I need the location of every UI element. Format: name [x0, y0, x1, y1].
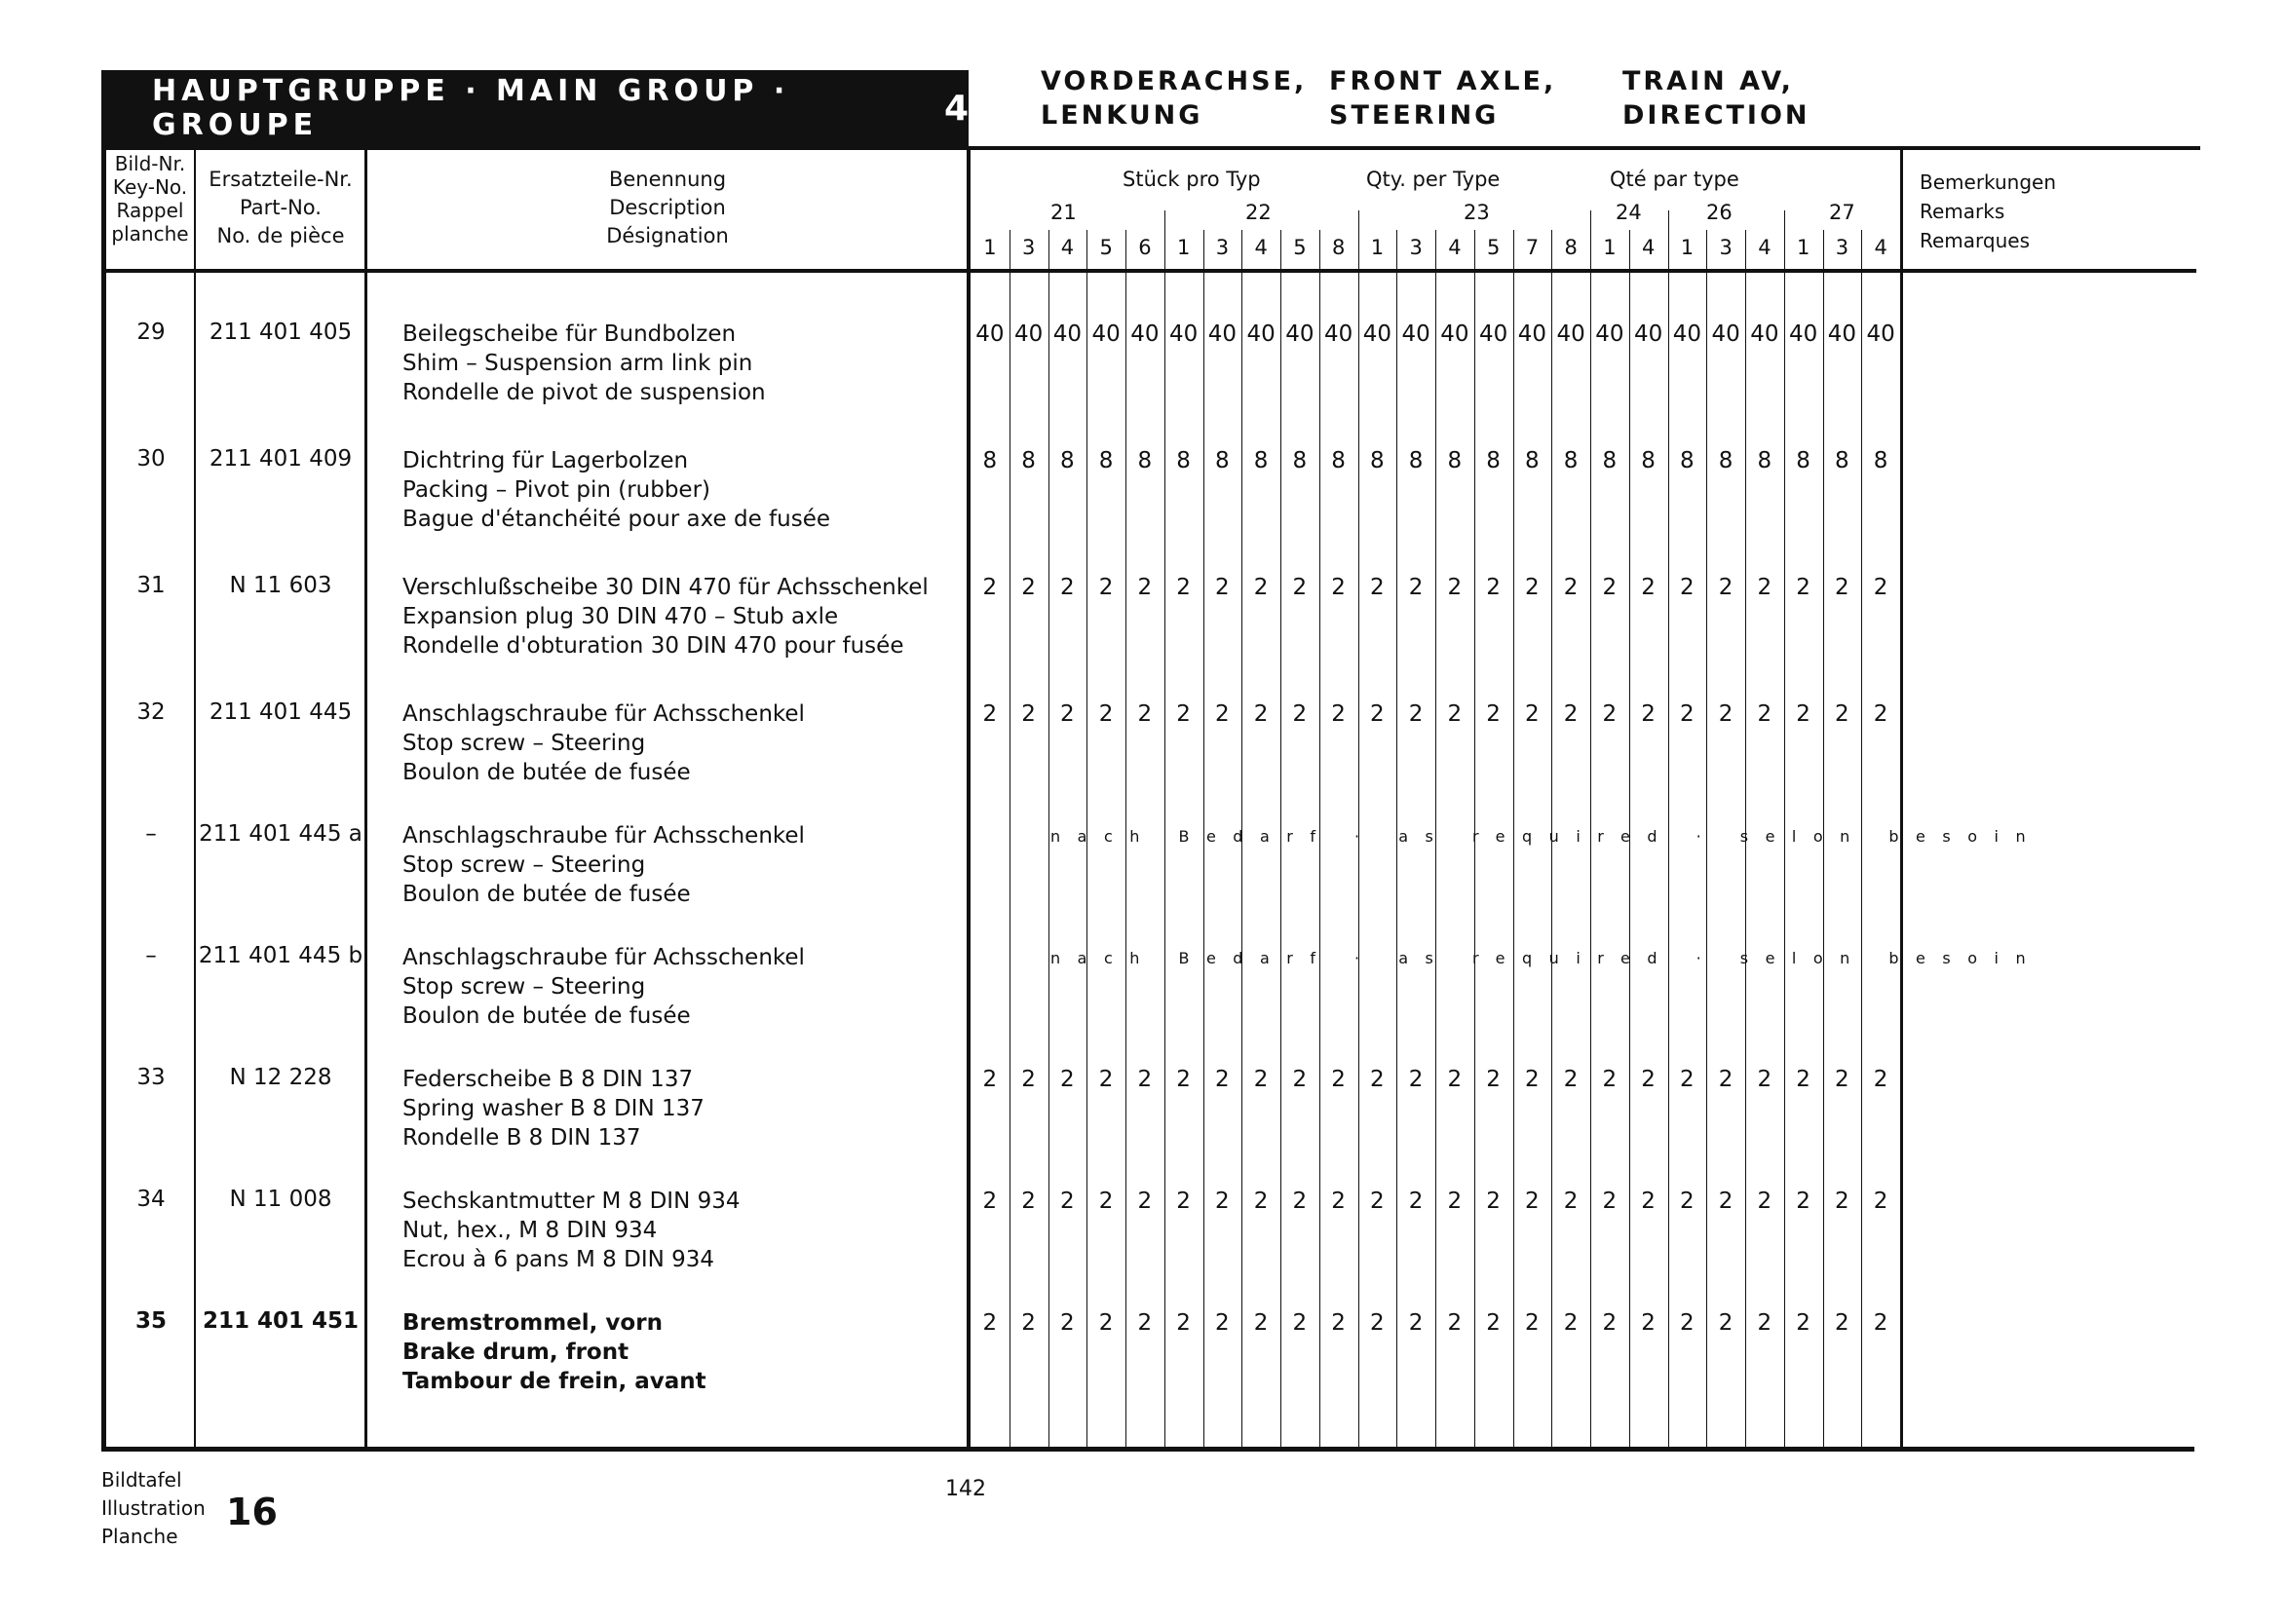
qty-cell: 2 [1176, 1067, 1191, 1092]
qty-cell: 2 [1021, 701, 1036, 727]
description-fr: Tambour de frein, avant [402, 1369, 706, 1394]
qty-cell: 2 [1757, 1310, 1772, 1336]
part-col-rule [364, 146, 367, 1450]
qty-cell: 2 [1680, 1067, 1695, 1092]
qty-cell: 40 [1285, 321, 1314, 347]
qty-cell: 2 [1602, 1310, 1618, 1336]
qty-cell: 40 [1788, 321, 1818, 347]
qty-cell: 2 [1098, 701, 1114, 727]
qty-cell: 2 [1796, 1067, 1810, 1092]
plate-number: 16 [226, 1491, 278, 1533]
qty-cell: 8 [1602, 448, 1618, 473]
qty-cell: 2 [1292, 701, 1308, 727]
description-en: Nut, hex., M 8 DIN 934 [402, 1218, 658, 1243]
subtype-label: 4 [1254, 236, 1268, 259]
qty-cell: 2 [1447, 1310, 1463, 1336]
qty-cell: 40 [1517, 321, 1547, 347]
qty-cell: 2 [1215, 701, 1230, 727]
qty-cell: 40 [1750, 321, 1779, 347]
description-fr: Rondelle B 8 DIN 137 [402, 1125, 641, 1151]
row-key-no: – [145, 821, 157, 847]
qty-cell: 2 [1060, 1310, 1075, 1336]
description-fr: Rondelle d'obturation 30 DIN 470 pour fusée [402, 633, 904, 659]
subtype-label: 1 [1370, 236, 1385, 259]
qty-cell: 40 [1633, 321, 1663, 347]
row-description [402, 699, 805, 787]
qty-cell: 2 [1563, 575, 1579, 600]
qty-cell: 2 [1253, 1067, 1269, 1092]
description-de: Beilegscheibe für Bundbolzen [402, 321, 737, 347]
qty-cell: 8 [1525, 448, 1540, 473]
description-de: Sechskantmutter M 8 DIN 934 [402, 1189, 741, 1214]
qty-cell: 2 [1873, 701, 1888, 727]
description-fr: Boulon de butée de fusée [402, 882, 691, 907]
qty-cell: 2 [1602, 701, 1618, 727]
qty-cell: 2 [982, 1067, 998, 1092]
qty-cell: 2 [1486, 575, 1501, 600]
qty-cell: 2 [1215, 575, 1230, 600]
row-key-no: 34 [136, 1187, 166, 1212]
qty-heading-de: Stück pro Typ [1123, 168, 1261, 191]
qty-cell: 2 [1563, 1310, 1579, 1336]
description-fr: Ecrou à 6 pans M 8 DIN 934 [402, 1247, 715, 1272]
subtype-label: 3 [1215, 236, 1230, 259]
description-de: Anschlagschraube für Achsschenkel [402, 823, 805, 849]
qty-cell: 2 [1370, 1067, 1385, 1092]
qty-cell: 2 [1137, 1067, 1153, 1092]
qty-cell: 2 [1021, 1310, 1036, 1336]
qty-cell: 2 [1873, 575, 1888, 600]
qty-cell: 2 [1525, 701, 1540, 727]
row-description [402, 1187, 741, 1274]
type-group-26: 26 [1706, 201, 1733, 224]
qty-cell: 8 [982, 448, 998, 473]
type-group-24: 24 [1616, 201, 1642, 224]
qty-cell: 2 [1215, 1310, 1230, 1336]
qty-cell: 2 [1835, 575, 1849, 600]
subtype-label: 3 [1835, 236, 1849, 259]
row-part-no: 211 401 445 b [198, 943, 363, 968]
qty-cell: 2 [1718, 701, 1734, 727]
qty-cell: 2 [1680, 1310, 1695, 1336]
key-col-heading: Bild-Nr. Key-No. Rappel planche [111, 152, 189, 245]
qty-cell: 8 [1641, 448, 1656, 473]
qty-cell: 2 [1292, 1310, 1308, 1336]
qty-cell: 2 [1796, 1189, 1810, 1214]
row-key-no: – [145, 943, 157, 968]
row-key-no: 35 [134, 1308, 167, 1334]
qty-cell: 8 [1563, 448, 1579, 473]
subtype-label: 3 [1409, 236, 1423, 259]
qty-cell: 8 [1408, 448, 1424, 473]
qty-cell: 2 [1486, 1189, 1501, 1214]
row-part-no: N 11 603 [229, 573, 332, 598]
qty-cell: 2 [1137, 575, 1153, 600]
qty-cell: 2 [1757, 1189, 1772, 1214]
subtype-label: 1 [1680, 236, 1695, 259]
row-part-no: 211 401 451 [202, 1308, 360, 1334]
qty-cell: 8 [1176, 448, 1191, 473]
type-group-27: 27 [1829, 201, 1855, 224]
qty-cell: 40 [1052, 321, 1083, 347]
qty-cell: 2 [1873, 1310, 1888, 1336]
desc-col-heading: Benennung Description Désignation [606, 168, 729, 247]
header-bottom-rule [101, 269, 2196, 273]
description-de: Anschlagschraube für Achsschenkel [402, 945, 805, 970]
qty-cell: 40 [1556, 321, 1585, 347]
qty-cell: 2 [1835, 1067, 1849, 1092]
qty-cell: 40 [1866, 321, 1895, 347]
qty-cell: 2 [1292, 575, 1308, 600]
qty-cell: 8 [1370, 448, 1385, 473]
subtype-label: 6 [1138, 236, 1152, 259]
qty-cell: 2 [1331, 1310, 1346, 1336]
table-left-rule [101, 70, 106, 1452]
subtype-label: 4 [1060, 236, 1075, 259]
qty-cell: 8 [1331, 448, 1346, 473]
qty-cell: 2 [1641, 1067, 1656, 1092]
qty-cell: 8 [1292, 448, 1308, 473]
qty-cell: 2 [1331, 701, 1346, 727]
row-part-no: N 12 228 [229, 1065, 332, 1090]
qty-cell: 40 [1130, 321, 1160, 347]
row-part-no: 211 401 409 [209, 446, 353, 472]
qty-cell: 2 [1718, 1189, 1734, 1214]
title-de: VORDERACHSE, LENKUNG [1041, 66, 1308, 131]
qty-cell: 8 [1873, 448, 1888, 473]
banner-text: HAUPTGRUPPE · MAIN GROUP · GROUPE [152, 74, 790, 142]
table-bottom-rule [101, 1447, 2194, 1452]
qty-cell: 2 [1253, 701, 1269, 727]
qty-cell: 2 [1796, 575, 1810, 600]
subtype-label: 3 [1719, 236, 1733, 259]
qty-cell: 2 [1370, 575, 1385, 600]
qty-cell: 2 [982, 575, 998, 600]
qty-cell: 40 [1362, 321, 1392, 347]
row-description [402, 320, 766, 407]
qty-cell: 2 [1680, 701, 1695, 727]
qty-cell: 2 [1331, 1067, 1346, 1092]
row-key-no: 32 [136, 699, 166, 725]
qty-cell: 2 [1370, 1310, 1385, 1336]
qty-cell: 2 [1215, 1067, 1230, 1092]
qty-cell: 40 [1323, 321, 1353, 347]
qty-cell: 2 [1718, 575, 1734, 600]
qty-cell: 40 [1595, 321, 1624, 347]
qty-cell: 8 [1137, 448, 1153, 473]
description-en: Packing – Pivot pin (rubber) [402, 477, 711, 503]
qty-cell: 2 [1757, 1067, 1772, 1092]
qty-cell: 2 [1292, 1189, 1308, 1214]
subtype-label: 1 [1176, 236, 1191, 259]
qty-note: nach Bedarf · as required · selon besoin [1050, 949, 2043, 967]
row-part-no: 211 401 405 [209, 320, 353, 345]
group-banner [101, 70, 969, 146]
qty-cell: 2 [1176, 575, 1191, 600]
subtype-label: 8 [1331, 236, 1346, 259]
row-description [402, 1308, 706, 1396]
description-fr: Bague d'étanchéité pour axe de fusée [402, 507, 831, 532]
qty-cell: 2 [1835, 701, 1849, 727]
qty-cell: 2 [1757, 575, 1772, 600]
table-top-rule [101, 146, 2200, 150]
qty-heading-en: Qty. per Type [1366, 168, 1501, 191]
qty-note: nach Bedarf · as required · selon besoin [1050, 827, 2043, 846]
qty-cell: 2 [1486, 1310, 1501, 1336]
qty-cell: 2 [1408, 701, 1424, 727]
type-group-21: 21 [1050, 201, 1077, 224]
description-de: Dichtring für Lagerbolzen [402, 448, 689, 473]
row-description [402, 821, 805, 909]
row-key-no: 31 [136, 573, 166, 598]
qty-cell: 2 [1835, 1310, 1849, 1336]
subtype-label: 4 [1758, 236, 1772, 259]
title-fr: TRAIN AV, DIRECTION [1622, 66, 1810, 131]
qty-cell: 2 [1021, 1067, 1036, 1092]
qty-cell: 2 [1680, 575, 1695, 600]
qty-cell: 2 [1447, 1189, 1463, 1214]
qty-cell: 2 [1137, 701, 1153, 727]
qty-cell: 8 [1486, 448, 1501, 473]
qty-cell: 2 [1098, 1189, 1114, 1214]
qty-cell: 2 [1098, 1067, 1114, 1092]
qty-cell: 40 [1440, 321, 1469, 347]
qty-cell: 2 [1641, 701, 1656, 727]
row-description [402, 446, 830, 534]
qty-cell: 2 [1641, 1189, 1656, 1214]
qty-cell: 8 [1835, 448, 1849, 473]
group-number: 4 [943, 88, 969, 129]
row-part-no: 211 401 445 [209, 699, 353, 725]
row-key-no: 33 [136, 1065, 166, 1090]
qty-cell: 2 [1641, 575, 1656, 600]
qty-cell: 2 [1563, 701, 1579, 727]
qty-cell: 2 [1292, 1067, 1308, 1092]
qty-cell: 40 [1478, 321, 1508, 347]
description-en: Spring washer B 8 DIN 137 [402, 1096, 705, 1121]
qty-cell: 2 [1757, 701, 1772, 727]
subtype-label: 1 [983, 236, 997, 259]
qty-cell: 2 [1447, 575, 1463, 600]
qty-cell: 2 [1408, 575, 1424, 600]
description-en: Stop screw – Steering [402, 974, 646, 1000]
type-group-22: 22 [1245, 201, 1272, 224]
description-de: Federscheibe B 8 DIN 137 [402, 1067, 694, 1092]
qty-cell: 2 [1525, 1067, 1540, 1092]
qty-cell: 2 [1137, 1310, 1153, 1336]
subtype-label: 3 [1021, 236, 1036, 259]
qty-cell: 40 [1672, 321, 1702, 347]
subtype-label: 5 [1099, 236, 1113, 259]
plate-labels: Bildtafel Illustration Planche [101, 1468, 206, 1548]
qty-col-rule [1900, 146, 1903, 1450]
part-col-heading: Ersatzteile-Nr. Part-No. No. de pièce [209, 168, 353, 247]
subtype-label: 5 [1293, 236, 1307, 259]
qty-cell: 2 [1563, 1067, 1579, 1092]
description-de: Bremstrommel, vorn [402, 1310, 663, 1336]
qty-cell: 2 [982, 1310, 998, 1336]
qty-cell: 2 [1796, 701, 1810, 727]
qty-cell: 2 [1525, 1189, 1540, 1214]
qty-cell: 2 [1563, 1189, 1579, 1214]
qty-cell: 2 [1176, 1310, 1191, 1336]
qty-cell: 2 [1060, 575, 1075, 600]
qty-cell: 8 [1447, 448, 1463, 473]
subtype-label: 8 [1564, 236, 1578, 259]
qty-cell: 8 [1253, 448, 1269, 473]
qty-cell: 2 [1021, 1189, 1036, 1214]
description-fr: Boulon de butée de fusée [402, 1003, 691, 1029]
qty-cell: 40 [1168, 321, 1199, 347]
qty-cell: 2 [1873, 1189, 1888, 1214]
qty-cell: 2 [1718, 1067, 1734, 1092]
qty-cell: 40 [1827, 321, 1857, 347]
qty-cell: 8 [1215, 448, 1230, 473]
row-description [402, 943, 805, 1031]
qty-cell: 2 [1408, 1310, 1424, 1336]
description-en: Expansion plug 30 DIN 470 – Stub axle [402, 604, 839, 629]
qty-cell: 2 [1370, 1189, 1385, 1214]
qty-cell: 8 [1796, 448, 1810, 473]
subtype-label: 5 [1486, 236, 1501, 259]
qty-cell: 40 [1401, 321, 1430, 347]
row-key-no: 30 [136, 446, 166, 472]
qty-cell: 2 [1641, 1310, 1656, 1336]
subtype-label: 4 [1641, 236, 1656, 259]
qty-cell: 2 [1486, 1067, 1501, 1092]
subtype-label: 1 [1603, 236, 1617, 259]
qty-cell: 2 [1408, 1189, 1424, 1214]
subtype-label: 1 [1796, 236, 1810, 259]
qty-cell: 2 [1835, 1189, 1849, 1214]
qty-cell: 2 [1253, 575, 1269, 600]
qty-cell: 8 [1680, 448, 1695, 473]
qty-cell: 2 [1137, 1189, 1153, 1214]
qty-col-divider [1048, 230, 1049, 1450]
qty-cell: 2 [1060, 1067, 1075, 1092]
row-key-no: 29 [136, 320, 166, 345]
qty-cell: 2 [1796, 1310, 1810, 1336]
qty-cell: 2 [1253, 1189, 1269, 1214]
qty-cell: 40 [1013, 321, 1044, 347]
qty-cell: 2 [1447, 701, 1463, 727]
qty-cell: 2 [1602, 1189, 1618, 1214]
qty-cell: 2 [1408, 1067, 1424, 1092]
qty-cell: 2 [1525, 575, 1540, 600]
qty-cell: 2 [1215, 1189, 1230, 1214]
qty-cell: 8 [1757, 448, 1772, 473]
description-de: Anschlagschraube für Achsschenkel [402, 701, 805, 727]
row-description [402, 1065, 705, 1152]
qty-heading-fr: Qté par type [1610, 168, 1739, 191]
qty-cell: 2 [982, 1189, 998, 1214]
row-description [402, 573, 929, 661]
qty-cell: 2 [1176, 1189, 1191, 1214]
qty-cell: 2 [1331, 1189, 1346, 1214]
description-fr: Boulon de butée de fusée [402, 760, 691, 785]
description-en: Stop screw – Steering [402, 852, 646, 878]
qty-cell: 8 [1718, 448, 1734, 473]
description-en: Shim – Suspension arm link pin [402, 351, 753, 376]
qty-cell: 2 [1331, 575, 1346, 600]
qty-cell: 2 [1680, 1189, 1695, 1214]
description-de: Verschlußscheibe 30 DIN 470 für Achsschenkel [402, 575, 929, 600]
qty-cell: 2 [1602, 575, 1618, 600]
remarks-col-heading: Bemerkungen Remarks Remarques [1920, 170, 2057, 252]
qty-cell: 40 [975, 321, 1005, 347]
qty-cell: 2 [1060, 1189, 1075, 1214]
type-group-23: 23 [1464, 201, 1490, 224]
row-part-no: 211 401 445 a [199, 821, 362, 847]
qty-cell: 40 [1207, 321, 1238, 347]
qty-cell: 2 [1098, 575, 1114, 600]
subtype-label: 4 [1448, 236, 1462, 259]
qty-cell: 2 [982, 701, 998, 727]
subtype-label: 7 [1525, 236, 1540, 259]
qty-cell: 2 [1060, 701, 1075, 727]
qty-cell: 8 [1098, 448, 1114, 473]
qty-cell: 8 [1021, 448, 1036, 473]
qty-cell: 40 [1711, 321, 1740, 347]
qty-cell: 2 [1718, 1310, 1734, 1336]
qty-cell: 2 [1447, 1067, 1463, 1092]
description-en: Stop screw – Steering [402, 731, 646, 756]
title-en: FRONT AXLE, STEERING [1329, 66, 1557, 131]
qty-cell: 40 [1091, 321, 1121, 347]
row-part-no: N 11 008 [229, 1187, 332, 1212]
qty-cell: 2 [1021, 575, 1036, 600]
page-number: 142 [945, 1477, 986, 1501]
qty-cell: 2 [1873, 1067, 1888, 1092]
qty-cell: 2 [1525, 1310, 1540, 1336]
qty-cell: 2 [1370, 701, 1385, 727]
qty-cell: 2 [1176, 701, 1191, 727]
qty-cell: 2 [1486, 701, 1501, 727]
qty-cell: 2 [1253, 1310, 1269, 1336]
description-fr: Rondelle de pivot de suspension [402, 380, 766, 405]
subtype-label: 4 [1874, 236, 1887, 259]
qty-cell: 2 [1602, 1067, 1618, 1092]
qty-cell: 2 [1098, 1310, 1114, 1336]
description-en: Brake drum, front [402, 1340, 629, 1365]
qty-cell: 40 [1246, 321, 1276, 347]
qty-cell: 8 [1060, 448, 1075, 473]
